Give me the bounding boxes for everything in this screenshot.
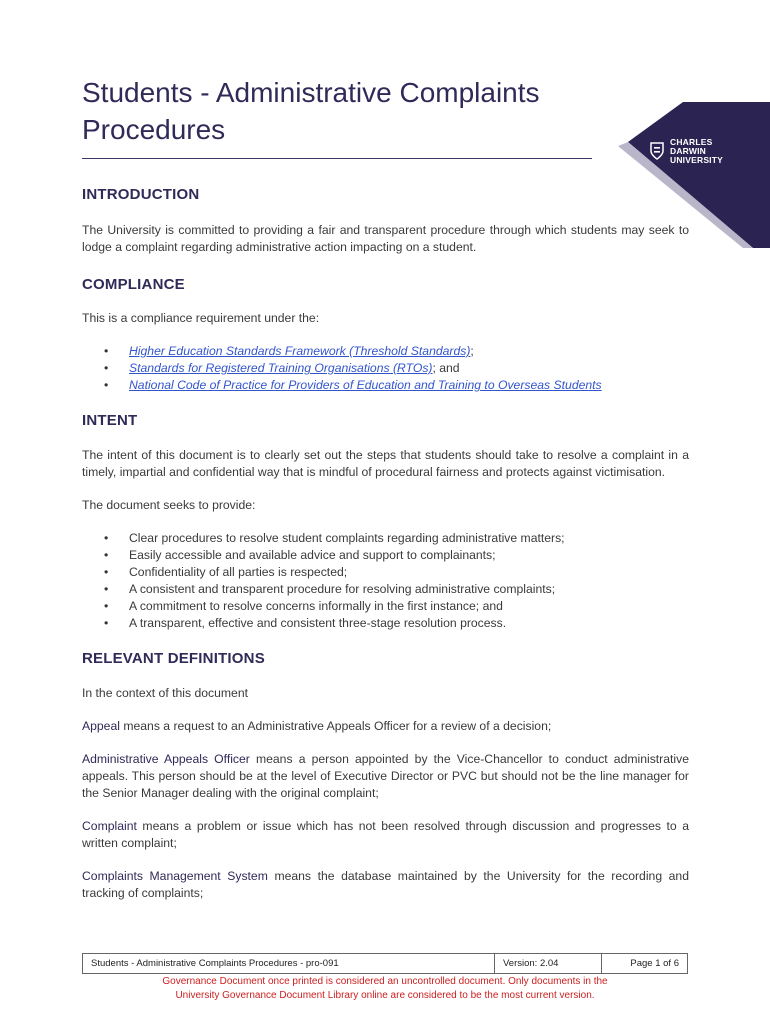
footer-version: Version: 2.04 (495, 954, 602, 974)
footer-table (82, 953, 688, 974)
compliance-list (82, 343, 689, 394)
document-body (82, 180, 689, 902)
list-item (82, 360, 689, 377)
footer-note-line: University Governance Document Library online are considered to be the most current version. (175, 990, 595, 1001)
list-item: • Confidentiality of all parties is respected; (82, 564, 689, 581)
definition-text: means a person appointed by the Vice-Chancellor to conduct administrative appeals. This person should be at the level of Executive Director or PVC but should not be the line manager for the Senior Manager dealing with the original complaint; (82, 752, 689, 800)
definition-term: Complaints Management System (82, 869, 268, 883)
definitions-intro: In the context of this document (82, 686, 248, 700)
logo-line: DARWIN (670, 146, 706, 156)
definition-term: Appeal (82, 719, 120, 733)
definition-appeal (82, 718, 689, 735)
link-suffix: ; and (432, 361, 460, 375)
list-item (82, 377, 689, 394)
definition-appeals-officer (82, 751, 689, 802)
definition-term: Administrative Appeals Officer (82, 752, 250, 766)
footer-page-number: Page 1 of 6 (602, 954, 688, 974)
definition-term: Complaint (82, 819, 137, 833)
list-item: • A consistent and transparent procedure for resolving administrative complaints; (82, 581, 689, 598)
section-heading-intent: INTENT (82, 412, 138, 429)
footer-governance-note (82, 975, 688, 1003)
crest-icon (650, 142, 664, 160)
section-heading-compliance: COMPLIANCE (82, 276, 185, 293)
list-item: • Clear procedures to resolve student complaints regarding administrative matters; (82, 530, 689, 547)
footer-note-line: Governance Document once printed is considered an uncontrolled document. Only documents in the (162, 976, 608, 987)
list-item: • A transparent, effective and consistent three-stage resolution process. (82, 615, 689, 632)
intent-text: The intent of this document is to clearly set out the steps that students should take to resolve a complaint in a timely, impartial and confidential way that is mindful of procedural fairness and protects against victimisation. (82, 448, 689, 479)
definition-complaint (82, 818, 689, 852)
section-heading-introduction: INTRODUCTION (82, 186, 200, 203)
page-title: Students - Administrative Complaints Procedures (82, 77, 540, 145)
list-item (82, 343, 689, 360)
title-divider (82, 158, 592, 159)
definition-complaints-system (82, 868, 689, 902)
definition-text: means a problem or issue which has not been resolved through discussion and progresses to a written complaint; (82, 819, 689, 850)
list-item: • Easily accessible and available advice and support to complainants; (82, 547, 689, 564)
intent-list (82, 530, 689, 632)
link-national-code[interactable]: National Code of Practice for Providers of Education and Training to Overseas Students (129, 378, 602, 392)
university-logo-text (670, 138, 723, 165)
list-item: • A commitment to resolve concerns informally in the first instance; and (82, 598, 689, 615)
link-suffix: ; (470, 344, 474, 358)
logo-line: CHARLES (670, 137, 713, 147)
link-rto-standards[interactable]: Standards for Registered Training Organisations (RTOs) (129, 361, 433, 375)
section-heading-definitions: RELEVANT DEFINITIONS (82, 650, 265, 667)
introduction-text: The University is committed to providing a fair and transparent procedure through which students may seek to lodge a complaint regarding administrative action impacting on a student. (82, 223, 689, 254)
logo-line: UNIVERSITY (670, 155, 724, 165)
compliance-text: This is a compliance requirement under the: (82, 311, 320, 325)
definition-text: means the database maintained by the University for the recording and tracking of complaints; (82, 869, 689, 900)
link-hes-framework[interactable]: Higher Education Standards Framework (Threshold Standards) (129, 344, 471, 358)
definition-text: means a request to an Administrative Appeals Officer for a review of a decision; (119, 719, 552, 733)
footer-row (83, 954, 688, 974)
footer-doc-name: Students - Administrative Complaints Procedures - pro-091 (83, 954, 495, 974)
intent-provide-text: The document seeks to provide: (82, 498, 256, 512)
